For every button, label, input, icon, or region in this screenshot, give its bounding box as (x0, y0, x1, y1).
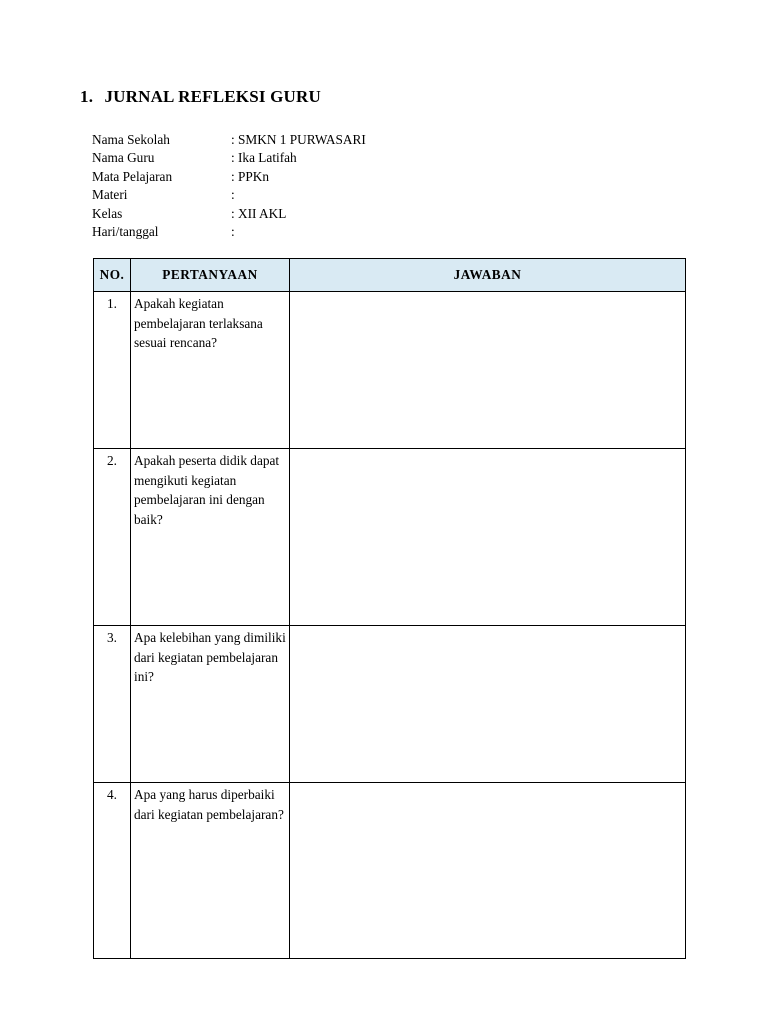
info-label: Nama Sekolah (92, 132, 170, 147)
info-row-class (92, 205, 366, 223)
question-text: Apakah peserta didik dapat mengikuti kegiatan pembelajaran ini dengan baik? (131, 449, 290, 626)
info-separator: : (231, 168, 235, 184)
page-title (80, 87, 321, 107)
answer-cell[interactable] (290, 449, 686, 626)
table-row (94, 626, 686, 783)
question-text: Apa kelebihan yang dimiliki dari kegiatan pembelajaran ini? (131, 626, 290, 783)
section-title: JURNAL REFLEKSI GURU (104, 87, 321, 106)
row-number: 2. (94, 449, 131, 626)
info-separator: : (231, 223, 235, 239)
info-row-date (92, 223, 366, 241)
info-value: SMKN 1 PURWASARI (238, 132, 366, 147)
answer-cell[interactable] (290, 292, 686, 449)
info-label: Kelas (92, 205, 123, 221)
row-number: 4. (94, 783, 131, 959)
info-row-material (92, 186, 366, 204)
info-separator: : (231, 150, 235, 166)
row-number: 1. (94, 292, 131, 449)
info-label: Nama Guru (92, 150, 155, 166)
question-text: Apa yang harus diperbaiki dari kegiatan pembelajaran? (131, 783, 290, 959)
table-row (94, 783, 686, 959)
table-row (94, 292, 686, 449)
header-no: NO. (94, 259, 131, 292)
info-separator: : (231, 132, 235, 147)
info-label: Hari/tanggal (92, 223, 159, 239)
info-value: XII AKL (238, 205, 287, 221)
answer-cell[interactable] (290, 626, 686, 783)
info-row-subject (92, 168, 366, 186)
info-row-teacher (92, 149, 366, 167)
table-header-row (94, 259, 686, 292)
info-separator: : (231, 187, 235, 203)
info-row-school (92, 131, 366, 149)
answer-cell[interactable] (290, 783, 686, 959)
info-value: Ika Latifah (238, 150, 297, 166)
info-label: Materi (92, 187, 128, 203)
info-block (92, 131, 366, 241)
info-separator: : (231, 205, 235, 221)
question-text: Apakah kegiatan pembelajaran terlaksana sesuai rencana? (131, 292, 290, 449)
header-question: PERTANYAAN (131, 259, 290, 292)
info-label: Mata Pelajaran (92, 168, 173, 184)
info-value: PPKn (238, 168, 270, 184)
reflection-table (93, 258, 686, 959)
row-number: 3. (94, 626, 131, 783)
header-answer: JAWABAN (290, 259, 686, 292)
table-row (94, 449, 686, 626)
section-number: 1. (80, 87, 94, 106)
